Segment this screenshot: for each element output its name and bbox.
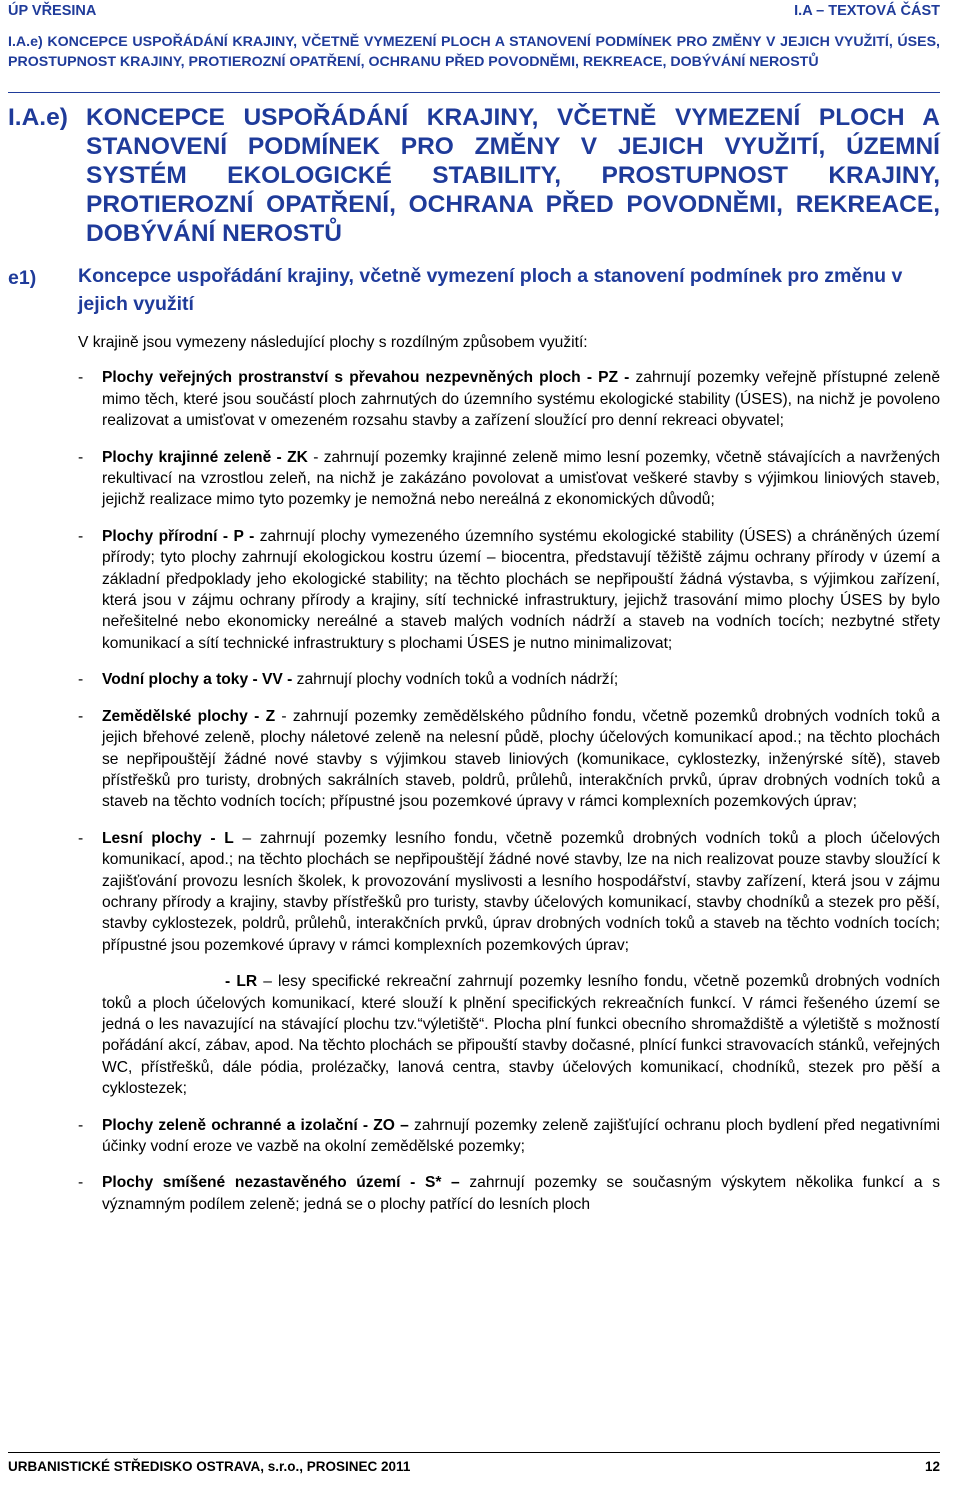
header-divider (8, 92, 940, 93)
page-footer (8, 1459, 940, 1474)
item-term: Lesní plochy - L (102, 829, 234, 847)
list-item (78, 1115, 940, 1158)
list-dash: - (78, 829, 84, 847)
list-dash: - (78, 707, 84, 725)
body-text (78, 332, 940, 1230)
item-text: zahrnují plochy vymezeného územního systému ekologické stability (ÚSES) a chráněných území přírody; tyto plochy zahrnují ekologickou kostru území – biocentra, představují těžiště zájmu ochrany přírody v území a základní předpoklady jeho ekologické stability; na těchto plochách se nepřipouští žádná výstavba, s výjimkou zařízení, která jsou v zájmu ochrany přírody a krajiny, sítí technické infrastruktury, jejichž trasování mimo plochy ÚSES by bylo neřešitelné nebo ekonomicky nereálné a staveb malých vodních nádrží a staveb na vodních tocích; nezbytné střety komunikací a sítí technické infrastruktury s plochami ÚSES je nutno minimalizovat; (102, 527, 940, 652)
list-dash: - (78, 1174, 84, 1192)
item-term: Plochy veřejných prostranství s převahou nezpevněných ploch - PZ - (102, 369, 630, 387)
item-text: zahrnují pozemky zeleně zajišťující ochranu ploch bydlení před negativními účinky vodní eroze ve vazbě na okolní zemědělské pozemky; (102, 1116, 940, 1155)
item-term: Plochy krajinné zeleně - ZK (102, 448, 308, 466)
running-header (8, 2, 940, 72)
item-text: zahrnují pozemky veřejně přístupné zeleně mimo těch, které jsou součástí ploch zahrnutých do územního systému ekologické stability (ÚSES), na nichž je povoleno realizovat a umisťovat v omezeném rozsahu stavby a zařízení sloužící pro denní rekreaci obyvatel; (102, 369, 940, 430)
intro-paragraph: V krajině jsou vymezeny následující plochy s rozdílným způsobem využití: (78, 334, 588, 351)
item-term: Vodní plochy a toky - VV - (102, 671, 293, 689)
section-number: I.A.e) (8, 104, 68, 131)
item-text: - zahrnují pozemky zemědělského půdního fondu, včetně pozemků drobných vodních toků a jejich břehové zeleně, plochy náletové zeleně na nelesní půdě, plochy účelových komunikací apod.; na těchto plochách se nepřipouštějí žádné nové stavby s výjimkou staveb liniových (komunikace, cyklostezky, inženýrské sítě), staveb přístřešků pro turisty, drobných sakrálních staveb, poldrů, průlehů, interakčních prvků, úprav drobných vodních toků a staveb na těchto vodních tocích; přípustné jsou pozemkové úpravy v rámci komplexních pozemkových úprav; (102, 707, 940, 811)
item-text: – zahrnují pozemky lesního fondu, včetně pozemků drobných vodních toků a ploch účelových komunikací, apod.; na těchto plochách se nepřipouštějí žádné nové stavby, lze na nich realizovat pouze stavby sloužící k zajišťování provozu lesních školek, k provozování myslivosti a lesního hospodářství, stavby zařízení, která jsou v zájmu ochrany přírody a krajiny, stavby přístřešků pro turisty, stavby účelových komunikací, stavby chodníků a stezek pro pěší, stavby cyklostezek, poldrů, průlehů, interakčních prvků, úprav drobných vodních toků a staveb na těchto vodních tocích; přípustné jsou pozemkové úpravy v rámci komplexních pozemkových úprav; (102, 829, 940, 954)
item-term: Plochy přírodní - P - (102, 527, 255, 545)
list-item (78, 828, 940, 956)
list-item (78, 526, 940, 654)
subsection-title: Koncepce uspořádání krajiny, včetně vymezení ploch a stanovení podmínek pro změnu v jejich využití (78, 265, 903, 315)
subsection-number: e1) (8, 267, 37, 289)
list-item (78, 367, 940, 431)
section-heading (8, 103, 940, 248)
list-item (78, 1172, 940, 1215)
page-number: 12 (924, 1459, 940, 1474)
item-term: Zemědělské plochy - Z (102, 707, 276, 725)
header-left: ÚP VŘESINA (8, 3, 97, 19)
item-term: - LR (225, 973, 258, 991)
list-item (78, 447, 940, 511)
item-term: Plochy zeleně ochranné a izolační - ZO – (102, 1116, 409, 1134)
list-dash: - (78, 1116, 84, 1134)
item-text: - zahrnují pozemky krajinné zeleně mimo lesní pozemky, včetně stávajících a navržených rekultivací na vzrostlou zeleň, na nichž je zakázáno povolovat a umisťovat veškeré stavby s výjimkou liniových staveb, jejichž realizace mimo tyto pozemky je nemožná nebo nereálná z ekonomických důvodů; (102, 448, 940, 509)
item-text: – lesy specifické rekreační zahrnují pozemky lesního fondu, včetně pozemků drobných vodních toků a ploch účelových komunikací, které slouží k plnění specifických rekreačních funkcí. V rámci řešeného území se jedná o les navazující na stávající plochu tzv.“výletiště“. Plocha plní funkci obecního shromaždiště a výletiště s možností pořádání akcí, zábav, apod. Na těchto plochách se připouští stavby dočasné, plnící funkci stravovacích stánků, veřejných WC, přístřešků, dále pódia, prolézačky, lanová centra, stavby účelových komunikací, chodníků, stezek pro pěší a cyklostezek; (102, 973, 940, 1098)
list-dash: - (78, 369, 84, 387)
list-dash: - (78, 527, 84, 545)
item-text: zahrnují pozemky se současným výskytem několika funkcí a s významným podílem zeleně; jedná se o plochy patřící do lesních ploch (102, 1174, 940, 1213)
header-right: I.A – TEXTOVÁ ČÁST (794, 3, 940, 19)
item-text: zahrnují plochy vodních toků a vodních nádrží; (292, 671, 619, 689)
footer-divider (8, 1452, 940, 1453)
list-item-lr (78, 971, 940, 1099)
footer-company: URBANISTICKÉ STŘEDISKO OSTRAVA, s.r.o., PROSINEC 2011 (8, 1459, 411, 1474)
list-item (78, 669, 940, 690)
item-term: Plochy smíšené nezastavěného území - S* – (102, 1174, 460, 1192)
list-item (78, 706, 940, 813)
list-dash: - (78, 671, 84, 689)
list-dash: - (78, 448, 84, 466)
section-title: KONCEPCE USPOŘÁDÁNÍ KRAJINY, VČETNĚ VYMEZENÍ PLOCH A STANOVENÍ PODMÍNEK PRO ZMĚNY V JEJICH VYUŽITÍ, ÚZEMNÍ SYSTÉM EKOLOGICKÉ STABILITY, PROSTUPNOST KRAJINY, PROTIEROZNÍ OPATŘENÍ, OCHRANA PŘED POVODNĚMI, REKREACE, DOBÝVÁNÍ NEROSTŮ (86, 104, 940, 247)
header-subtitle: I.A.e) KONCEPCE USPOŘÁDÁNÍ KRAJINY, VČETNĚ VYMEZENÍ PLOCH A STANOVENÍ PODMÍNEK PRO ZMĚNY V JEJICH VYUŽITÍ, ÚSES, PROSTUPNOST KRAJINY, PROTIEROZNÍ OPATŘENÍ, OCHRANU PŘED POVODNĚMI, REKREACE, DOBÝVÁNÍ NEROSTŮ (8, 34, 940, 70)
subsection-heading (8, 262, 940, 318)
